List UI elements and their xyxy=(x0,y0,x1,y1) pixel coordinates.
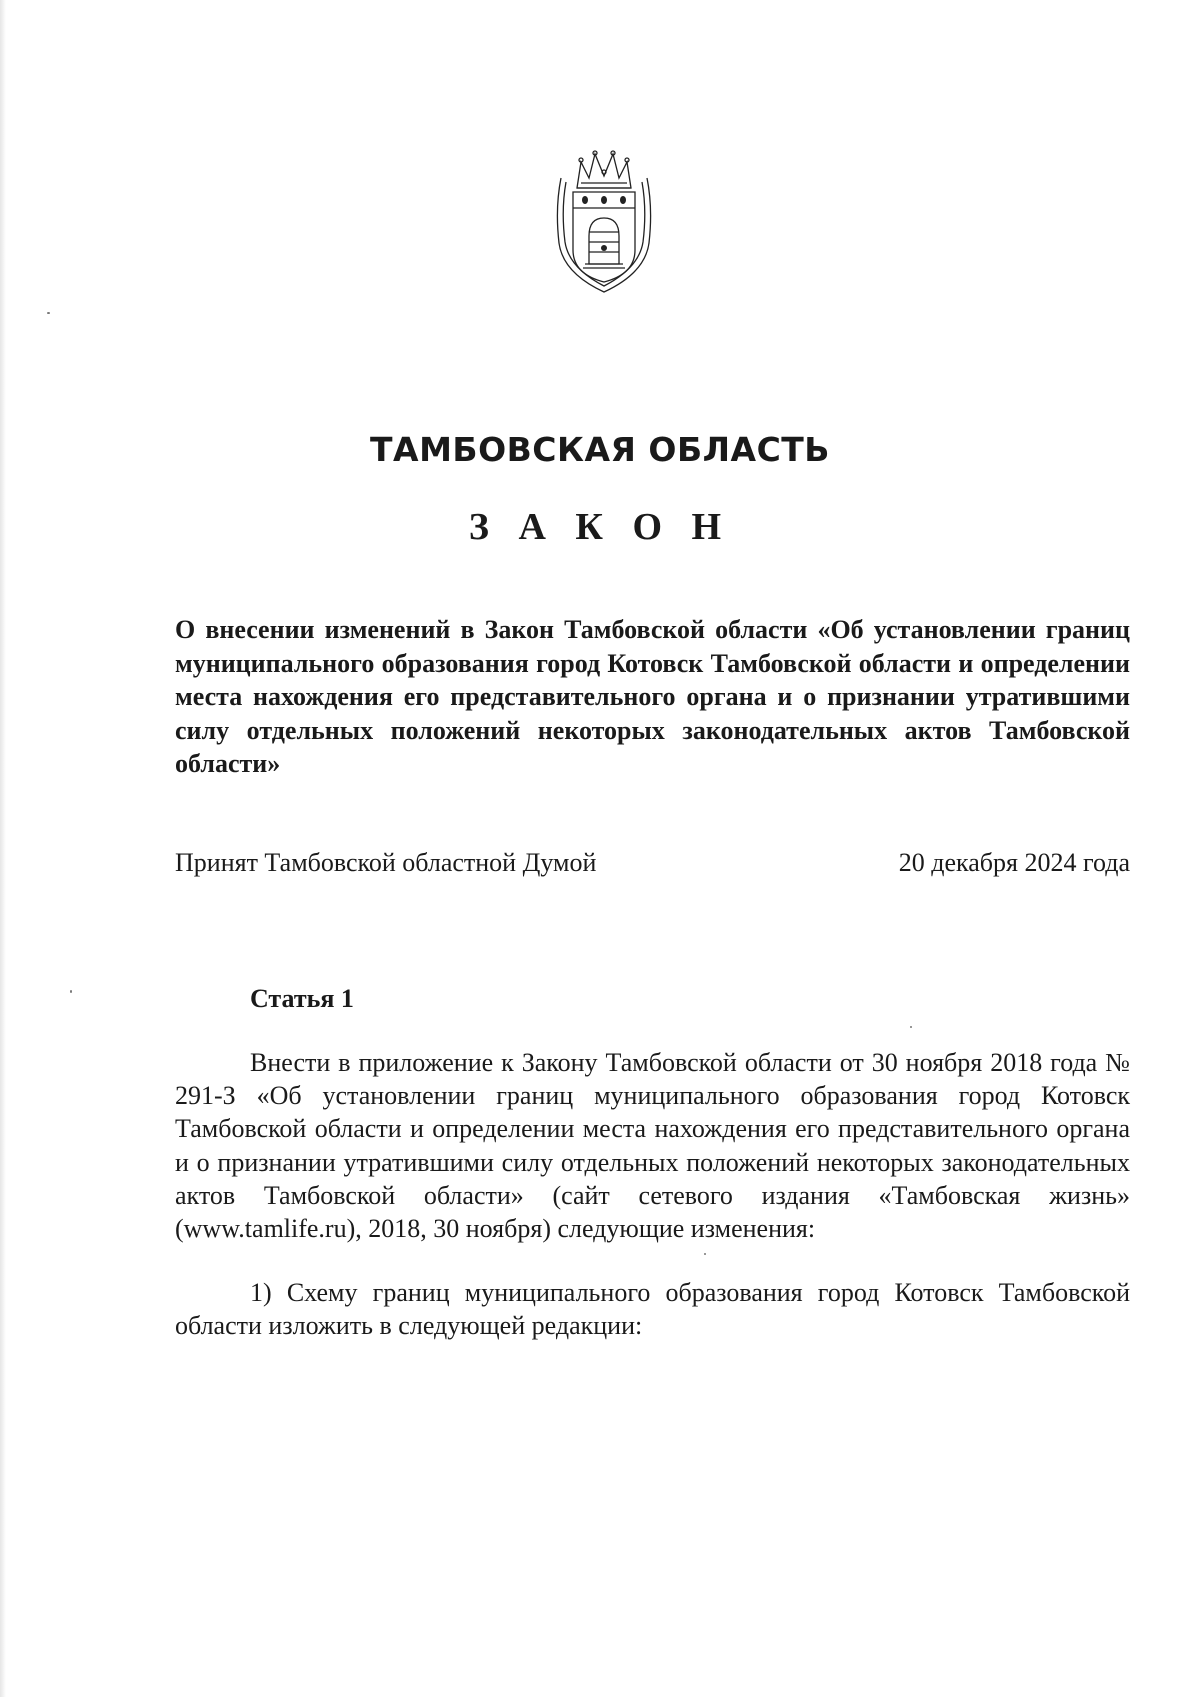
adoption-date: 20 декабря 2024 года xyxy=(898,848,1130,877)
scan-speck xyxy=(70,990,72,993)
article-1-text: Внести в приложение к Закону Тамбовской области от 30 ноября 2018 года № 291-З «Об установлении границ муниципального образования город Котовск Тамбовской области и определении места нахождения его представительного органа и о признании утратившими силу отдельных положений некоторых законодательных актов Тамбовской области» (сайт сетевого издания «Тамбовская жизнь» (www.tamlife.ru), 2018, 30 ноября) следующие изменения: xyxy=(175,1048,1130,1244)
region-title: ТАМБОВСКАЯ ОБЛАСТЬ xyxy=(370,430,830,469)
scan-edge xyxy=(0,0,6,1697)
article-1-heading: Статья 1 xyxy=(250,984,354,1013)
scan-speck xyxy=(47,312,50,314)
adopting-body: Принят Тамбовской областной Думой xyxy=(175,848,597,877)
scan-speck xyxy=(704,1253,706,1255)
adoption-line xyxy=(175,848,1130,878)
article-1-item-1: 1) Схему границ муниципального образования город Котовск Тамбовской области изложить в следующей редакции: xyxy=(175,1278,1130,1341)
law-subject: О внесении изменений в Закон Тамбовской области «Об установлении границ муниципального образования город Котовск Тамбовской области и определении места нахождения его представительного органа и о признании утратившими силу отдельных положений некоторых законодательных актов Тамбовской области» xyxy=(175,615,1130,778)
tambov-coat-of-arms-icon xyxy=(553,148,655,296)
scan-speck xyxy=(910,1026,912,1028)
document-type-title: З А К О Н xyxy=(468,506,732,548)
